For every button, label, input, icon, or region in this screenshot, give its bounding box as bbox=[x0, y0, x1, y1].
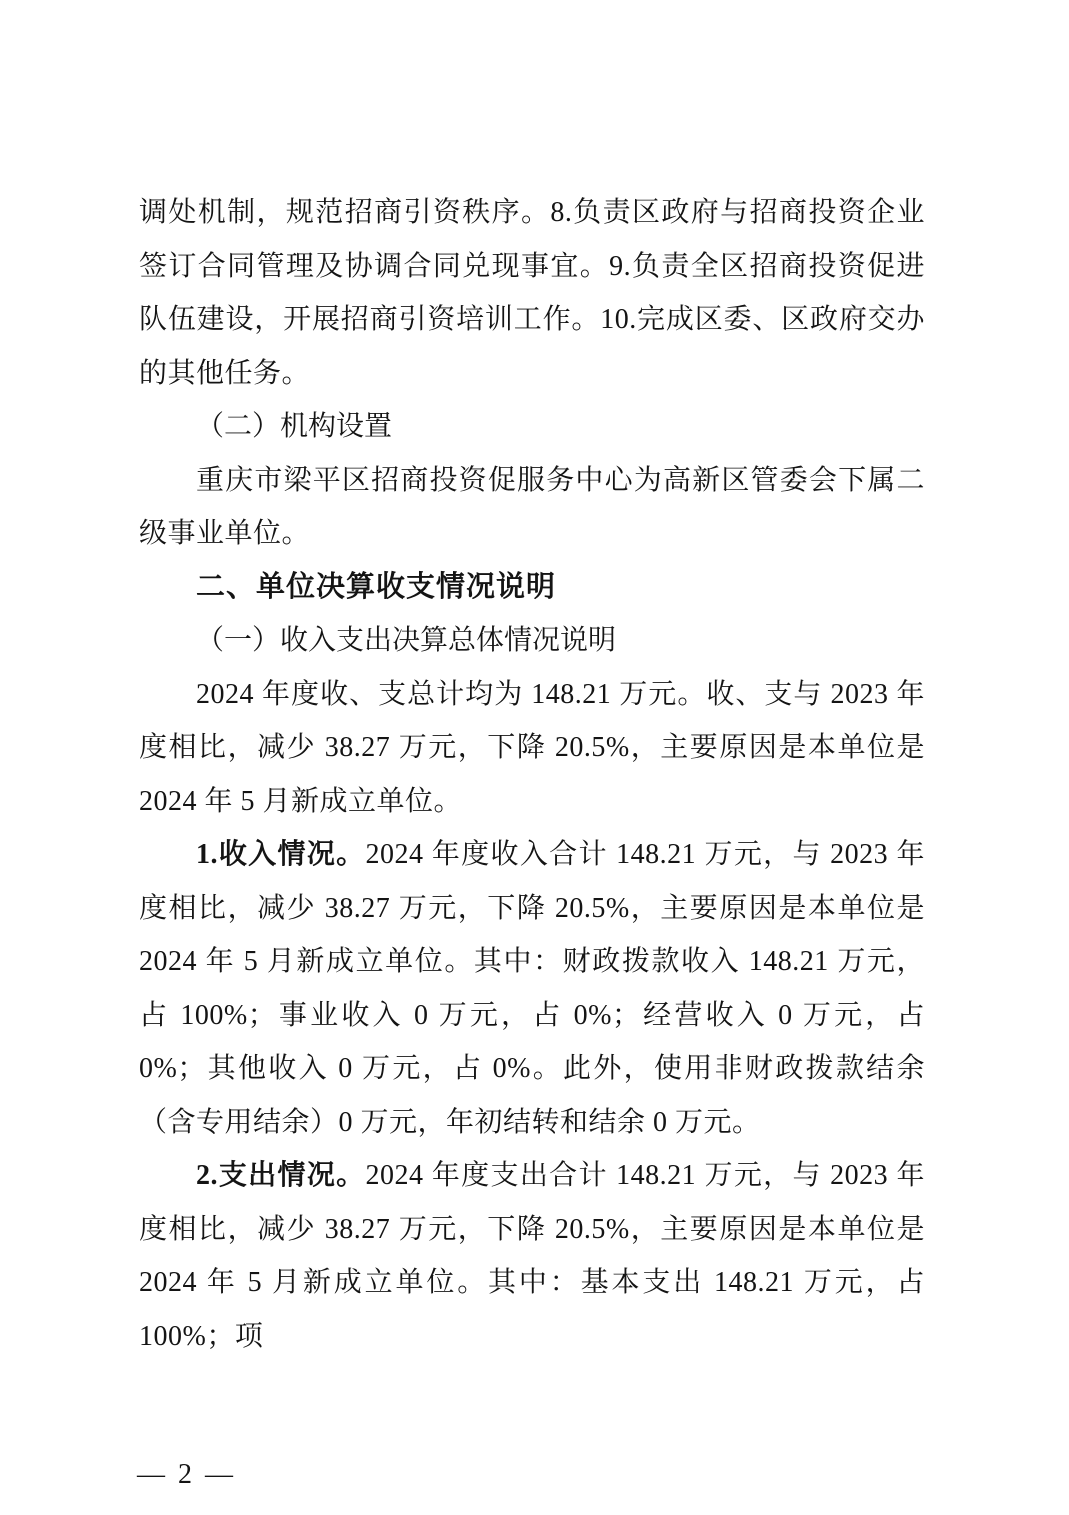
paragraph-text: 二、单位决算收支情况说明 bbox=[196, 570, 557, 603]
paragraph-expenditure-situation bbox=[139, 1149, 925, 1363]
paragraph-text: （一）收入支出决算总体情况说明 bbox=[196, 625, 617, 656]
subheading-organization-setup bbox=[139, 400, 925, 454]
page-number: — 2 — bbox=[137, 1459, 236, 1490]
paragraph-text: 2024 年度收入合计 148.21 万元，与 2023 年度相比，减少 38.27 万元，下降 20.5%，主要原因是本单位是 2024 年 5 月新成立单位。其中：财政拨款收入 148.21 万元，占 100%；事业收入 0 万元，占 0%；经营收入 0 万元，占 0%；其他收入 0 万元，占 0%。此外，使用非财政拨款结余（含专用结余）0 万元，年初结转和结余 0 万元。 bbox=[139, 839, 925, 1138]
paragraph-text: 调处机制，规范招商引资秩序。8.负责区政府与招商投资企业签订合同管理及协调合同兑现事宜。9.负责全区招商投资促进队伍建设，开展招商引资培训工作。10.完成区委、区政府交办的其他任务。 bbox=[139, 197, 925, 389]
paragraph-duties-continuation bbox=[139, 186, 925, 400]
subheading-overall-situation bbox=[139, 614, 925, 668]
paragraph-income-situation bbox=[139, 828, 925, 1149]
paragraph-text: 2024 年度支出合计 148.21 万元，与 2023 年度相比，减少 38.27 万元，下降 20.5%，主要原因是本单位是 2024 年 5 月新成立单位。其中：基本支出 148.21 万元，占 100%；项 bbox=[139, 1160, 925, 1352]
heading-section-two bbox=[139, 561, 925, 615]
paragraph-lead: 1.收入情况。 bbox=[196, 839, 366, 870]
paragraph-overall-totals bbox=[139, 668, 925, 829]
paragraph-text: （二）机构设置 bbox=[196, 411, 393, 442]
paragraph-text: 重庆市梁平区招商投资促服务中心为高新区管委会下属二级事业单位。 bbox=[139, 464, 925, 549]
paragraph-organization bbox=[139, 454, 925, 561]
paragraph-text: 2024 年度收、支总计均为 148.21 万元。收、支与 2023 年度相比，减少 38.27 万元，下降 20.5%，主要原因是本单位是 2024 年 5 月新成立单位。 bbox=[139, 678, 925, 817]
document-body bbox=[139, 186, 925, 1363]
paragraph-lead: 2.支出情况。 bbox=[196, 1160, 366, 1191]
